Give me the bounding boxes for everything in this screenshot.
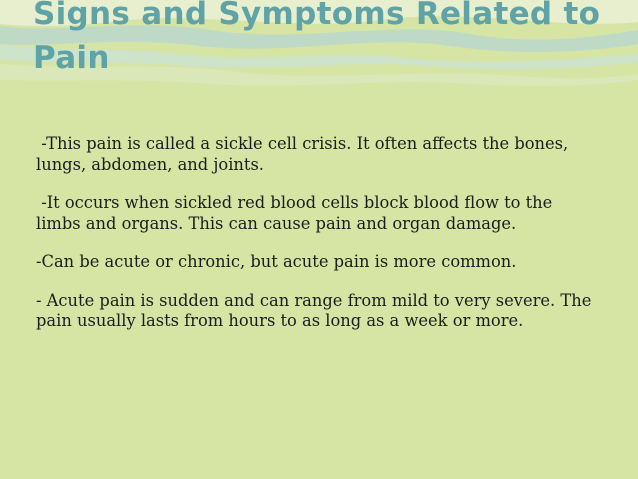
- slide-title: Signs and Symptoms Related to Pain: [33, 0, 601, 76]
- body-paragraph-blood-flow: -It occurs when sickled red blood cells block blood flow to the limbs and organs. This can cause pain and organ damage.: [36, 193, 558, 233]
- slide-body: [36, 134, 596, 350]
- body-paragraph-crisis: -This pain is called a sickle cell crisis. It often affects the bones, lungs, abdomen, and joints.: [36, 134, 574, 174]
- body-paragraph-acute-pain: - Acute pain is sudden and can range from mild to very severe. The pain usually lasts from hours to as long as a week or more.: [36, 290, 597, 330]
- body-paragraph-acute-chronic: -Can be acute or chronic, but acute pain is more common.: [36, 252, 517, 271]
